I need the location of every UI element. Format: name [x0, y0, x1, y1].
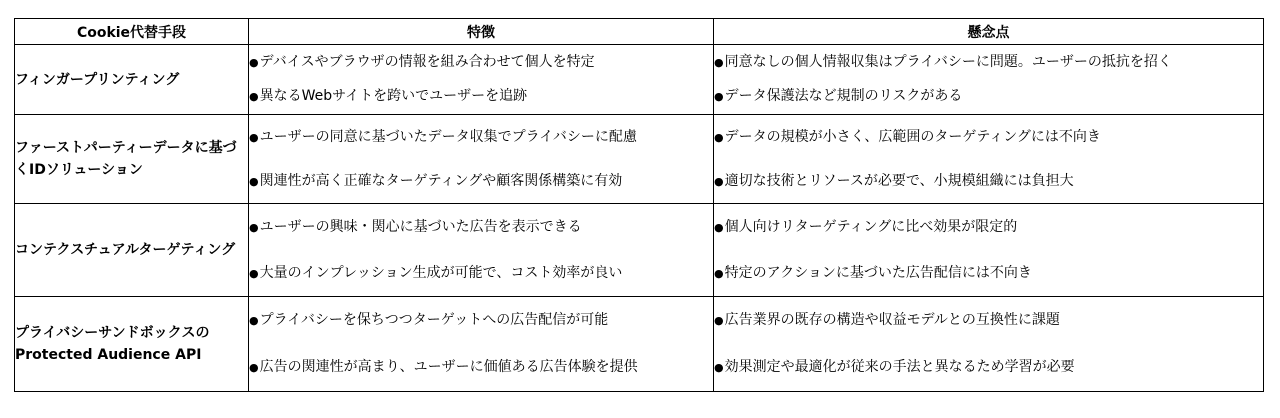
features-cell	[249, 115, 714, 204]
comparison-table	[14, 18, 1264, 392]
table-row	[15, 204, 1264, 297]
table-row	[15, 297, 1264, 392]
concern-item: ● 適切な技術とリソースが必要で、小規模組織には負担大	[714, 171, 1263, 192]
concern-item: ● 広告業界の既存の構造や収益モデルとの互換性に課題	[714, 310, 1263, 331]
concern-item: ● データの規模が小さく、広範囲のターゲティングには不向き	[714, 127, 1263, 148]
method-cell: プライバシーサンドボックスのProtected Audience API	[15, 297, 249, 392]
features-cell	[249, 204, 714, 297]
concerns-cell	[714, 115, 1264, 204]
concern-item: ● 個人向けリターゲティングに比べ効果が限定的	[714, 217, 1263, 238]
feature-item: ● 異なるWebサイトを跨いでユーザーを追跡	[249, 86, 713, 107]
concerns-cell	[714, 297, 1264, 392]
concern-item: ● 特定のアクションに基づいた広告配信には不向き	[714, 263, 1263, 284]
features-cell	[249, 297, 714, 392]
feature-item: ● デバイスやブラウザの情報を組み合わせて個人を特定	[249, 52, 713, 73]
header-concerns: 懸念点	[714, 19, 1264, 45]
header-method: Cookie代替手段	[15, 19, 249, 45]
feature-item: ● 大量のインプレッション生成が可能で、コスト効率が良い	[249, 263, 713, 284]
table-row	[15, 45, 1264, 115]
feature-item: ● ユーザーの同意に基づいたデータ収集でプライバシーに配慮	[249, 127, 713, 148]
feature-item: ● ユーザーの興味・関心に基づいた広告を表示できる	[249, 217, 713, 238]
concern-item: ● 同意なしの個人情報収集はプライバシーに問題。ユーザーの抵抗を招く	[714, 52, 1263, 73]
feature-item: ● 関連性が高く正確なターゲティングや顧客関係構築に有効	[249, 171, 713, 192]
header-row	[15, 19, 1264, 45]
header-features: 特徴	[249, 19, 714, 45]
feature-item: ● プライバシーを保ちつつターゲットへの広告配信が可能	[249, 310, 713, 331]
concern-item: ● データ保護法など規制のリスクがある	[714, 86, 1263, 107]
table-row	[15, 115, 1264, 204]
concerns-cell	[714, 204, 1264, 297]
method-cell: ファーストパーティーデータに基づくIDソリューション	[15, 115, 249, 204]
features-cell	[249, 45, 714, 115]
concern-item: ● 効果測定や最適化が従来の手法と異なるため学習が必要	[714, 357, 1263, 378]
method-cell: フィンガープリンティング	[15, 45, 249, 115]
method-cell: コンテクスチュアルターゲティング	[15, 204, 249, 297]
feature-item: ● 広告の関連性が高まり、ユーザーに価値ある広告体験を提供	[249, 357, 713, 378]
concerns-cell	[714, 45, 1264, 115]
